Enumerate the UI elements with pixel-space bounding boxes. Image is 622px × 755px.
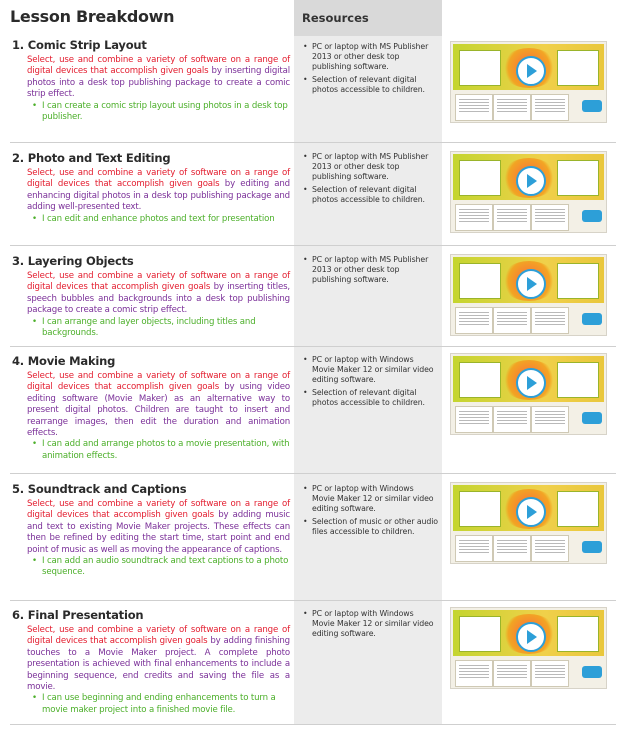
objective-text: Select, use and combine a variety of software on a range of digital devices that accomplish given goals [27, 371, 290, 393]
lesson-objective [27, 625, 290, 693]
success-item: • I can create a comic strip layout using photos in a desk top publisher. [42, 101, 290, 124]
lesson-2 [12, 151, 290, 225]
logo-icon [582, 313, 602, 325]
play-icon [516, 497, 546, 527]
objective-detail: by inserting titles, speech bubbles and backgrounds into a desk top publishing package to create a comic strip effect. [27, 282, 290, 316]
success-criteria [12, 693, 290, 716]
play-icon [516, 622, 546, 652]
lesson-thumbnail-3 [450, 254, 607, 336]
success-criteria [12, 101, 290, 124]
row-divider [10, 724, 616, 725]
resource-item: • Selection of relevant digital photos accessible to children. [312, 388, 438, 408]
objective-text: Select, use and combine a variety of software on a range of digital devices that accomplish given goals [27, 625, 290, 647]
success-item: • I can edit and enhance photos and text for presentation [42, 214, 290, 225]
lesson-6 [12, 608, 290, 716]
lesson-objective [27, 371, 290, 439]
resources-6 [300, 609, 438, 642]
success-criteria [12, 214, 290, 225]
success-item: • I can add and arrange photos to a movie presentation, with animation effects. [42, 439, 290, 462]
lesson-1 [12, 38, 290, 123]
play-icon [516, 56, 546, 86]
resource-item: • PC or laptop with Windows Movie Maker 12 or similar video editing software. [312, 484, 438, 515]
resource-item: • Selection of relevant digital photos accessible to children. [312, 185, 438, 205]
resources-2 [300, 152, 438, 207]
resource-item: • PC or laptop with Windows Movie Maker 12 or similar video editing software. [312, 355, 438, 386]
lesson-heading: 5. Soundtrack and Captions [12, 482, 187, 496]
resources-5 [300, 484, 438, 539]
lesson-thumbnail-4 [450, 353, 607, 435]
success-item: • I can arrange and layer objects, including titles and backgrounds. [42, 317, 290, 340]
success-criteria [12, 439, 290, 462]
lesson-3 [12, 254, 290, 339]
objective-text: Select, use and combine a variety of software on a range of digital devices that accomplish given goals [27, 499, 290, 521]
objective-detail: by adding music and text to existing Movie Maker projects. These effects can then be refined by editing the start time, start point and end point of music as well as moving the appearance of captions. [27, 510, 290, 555]
lesson-objective [27, 55, 290, 101]
logo-icon [582, 100, 602, 112]
success-item: • I can add an audio soundtrack and text captions to a photo sequence. [42, 556, 290, 579]
lesson-heading: 2. Photo and Text Editing [12, 151, 171, 165]
resource-item: • PC or laptop with MS Publisher 2013 or other desk top publishing software. [312, 152, 438, 183]
lesson-thumbnail-1 [450, 41, 607, 123]
objective-text: Select, use and combine a variety of software on a range of digital devices that accomplish given goals [27, 168, 290, 190]
lesson-heading: 6. Final Presentation [12, 608, 144, 622]
logo-icon [582, 541, 602, 553]
play-icon [516, 166, 546, 196]
objective-text: Select, use and combine a variety of software on a range of digital devices that accomplish given goals [27, 271, 290, 293]
objective-detail: by inserting digital photos into a desk top publishing package to create a comic strip effect. [27, 66, 290, 100]
resource-item: • PC or laptop with Windows Movie Maker 12 or similar video editing software. [312, 609, 438, 640]
lesson-4 [12, 354, 290, 462]
resources-header [294, 0, 442, 36]
logo-icon [582, 412, 602, 424]
objective-detail: by editing and enhancing digital photos in a desk top publishing package and adding well-presented text. [27, 179, 290, 213]
resources-3 [300, 255, 438, 288]
lesson-objective [27, 499, 290, 556]
lesson-objective [27, 168, 290, 214]
resource-item: • Selection of music or other audio files accessible to children. [312, 517, 438, 537]
objective-detail: by adding finishing touches to a Movie Maker project. A complete photo presentation is achieved with final enhancements to include a beginning sequence, end credits and saving the file as a movie. [27, 636, 290, 693]
objective-text: Select, use and combine a variety of software on a range of digital devices that accomplish given goals [27, 55, 290, 77]
lesson-thumbnail-5 [450, 482, 607, 564]
lesson-thumbnail-6 [450, 607, 607, 689]
objective-detail: by using video editing software (Movie Maker) as an alternative way to present digital photos. Children are taught to insert and rearrange images, then edit the duration and animation effects. [27, 382, 290, 439]
resource-item: • Selection of relevant digital photos accessible to children. [312, 75, 438, 95]
page-title: Lesson Breakdown [10, 7, 175, 26]
header-left [0, 0, 294, 36]
lesson-heading: 3. Layering Objects [12, 254, 134, 268]
play-icon [516, 368, 546, 398]
play-icon [516, 269, 546, 299]
success-criteria [12, 556, 290, 579]
success-criteria [12, 317, 290, 340]
resources-1 [300, 42, 438, 97]
lesson-objective [27, 271, 290, 317]
logo-icon [582, 210, 602, 222]
resources-title: Resources [302, 11, 369, 25]
success-item: • I can use beginning and ending enhancements to turn a movie maker project into a finished movie file. [42, 693, 290, 716]
lesson-heading: 1. Comic Strip Layout [12, 38, 147, 52]
logo-icon [582, 666, 602, 678]
lesson-heading: 4. Movie Making [12, 354, 116, 368]
resource-item: • PC or laptop with MS Publisher 2013 or other desk top publishing software. [312, 255, 438, 286]
resource-item: • PC or laptop with MS Publisher 2013 or other desk top publishing software. [312, 42, 438, 73]
lesson-5 [12, 482, 290, 579]
resources-4 [300, 355, 438, 410]
lesson-thumbnail-2 [450, 151, 607, 233]
